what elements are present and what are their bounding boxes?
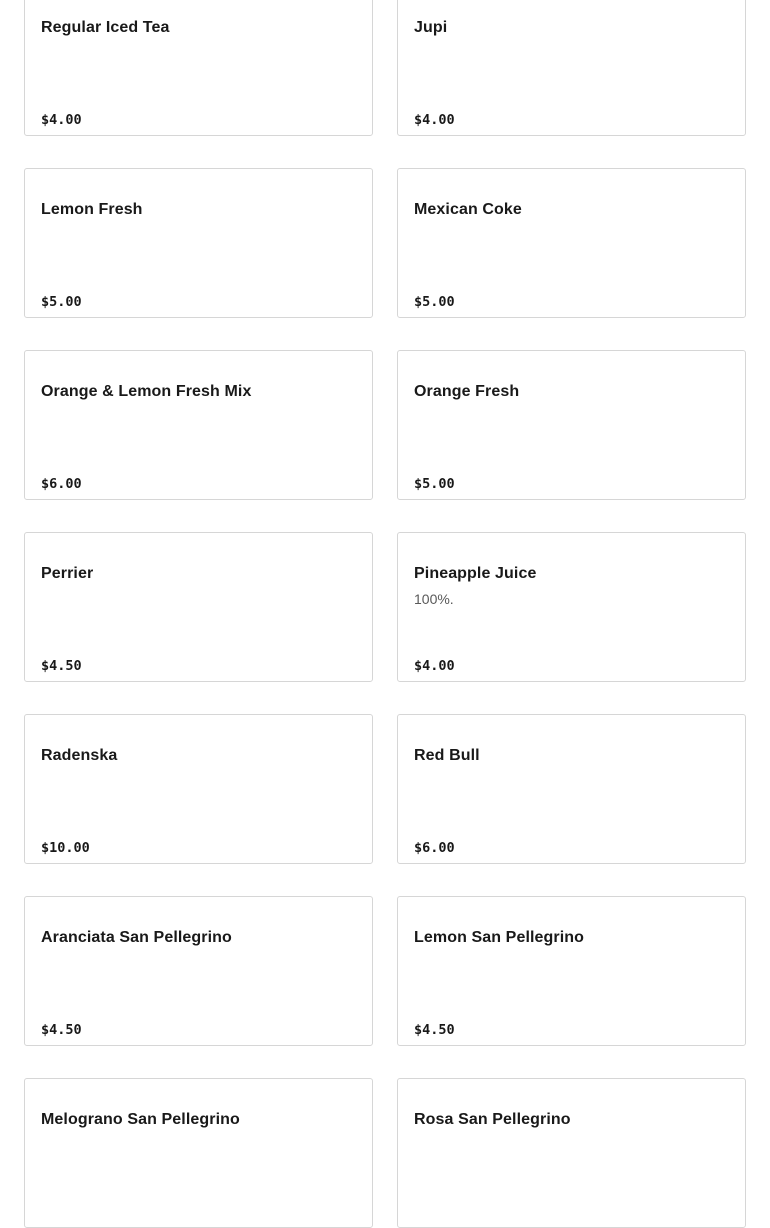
menu-item-price: $6.00 xyxy=(414,840,455,856)
menu-item-card[interactable] xyxy=(24,168,373,318)
menu-item-grid xyxy=(24,0,746,1228)
menu-item-card[interactable] xyxy=(24,896,373,1046)
menu-item-price: $4.00 xyxy=(414,658,455,674)
menu-item-name: Orange & Lemon Fresh Mix xyxy=(41,383,252,400)
menu-item-card[interactable] xyxy=(397,714,746,864)
menu-item-name: Pineapple Juice xyxy=(414,565,537,582)
menu-item-name: Regular Iced Tea xyxy=(41,19,170,36)
menu-item-name: Lemon San Pellegrino xyxy=(414,929,585,946)
menu-item-card[interactable] xyxy=(24,532,373,682)
menu-item-name: Radenska xyxy=(41,747,118,764)
menu-item-card[interactable] xyxy=(24,1078,373,1228)
menu-item-name: Rosa San Pellegrino xyxy=(414,1111,571,1128)
menu-item-card[interactable] xyxy=(397,532,746,682)
menu-item-card[interactable] xyxy=(24,350,373,500)
menu-item-name: Jupi xyxy=(414,19,448,36)
menu-item-card[interactable] xyxy=(397,0,746,136)
menu-item-price: $10.00 xyxy=(41,840,90,856)
menu-item-description: 100%. xyxy=(414,591,454,607)
menu-item-name: Perrier xyxy=(41,565,94,582)
menu-item-name: Melograno San Pellegrino xyxy=(41,1111,240,1128)
menu-item-price: $5.00 xyxy=(414,294,455,310)
menu-item-card[interactable] xyxy=(397,1078,746,1228)
menu-item-price: $4.50 xyxy=(41,1022,82,1038)
menu-item-price: $4.50 xyxy=(41,658,82,674)
menu-item-card[interactable] xyxy=(397,350,746,500)
menu-item-price: $6.00 xyxy=(41,476,82,492)
menu-item-price: $5.00 xyxy=(41,294,82,310)
menu-item-card[interactable] xyxy=(397,168,746,318)
menu-item-price: $4.00 xyxy=(41,112,82,128)
menu-item-card[interactable] xyxy=(24,714,373,864)
menu-item-card[interactable] xyxy=(397,896,746,1046)
menu-item-name: Orange Fresh xyxy=(414,383,520,400)
menu-item-name: Aranciata San Pellegrino xyxy=(41,929,232,946)
menu-item-name: Mexican Coke xyxy=(414,201,522,218)
menu-item-price: $4.50 xyxy=(414,1022,455,1038)
menu-item-price: $4.00 xyxy=(414,112,455,128)
menu-item-price: $5.00 xyxy=(414,476,455,492)
menu-item-card[interactable] xyxy=(24,0,373,136)
menu-item-name: Lemon Fresh xyxy=(41,201,143,218)
menu-item-name: Red Bull xyxy=(414,747,480,764)
